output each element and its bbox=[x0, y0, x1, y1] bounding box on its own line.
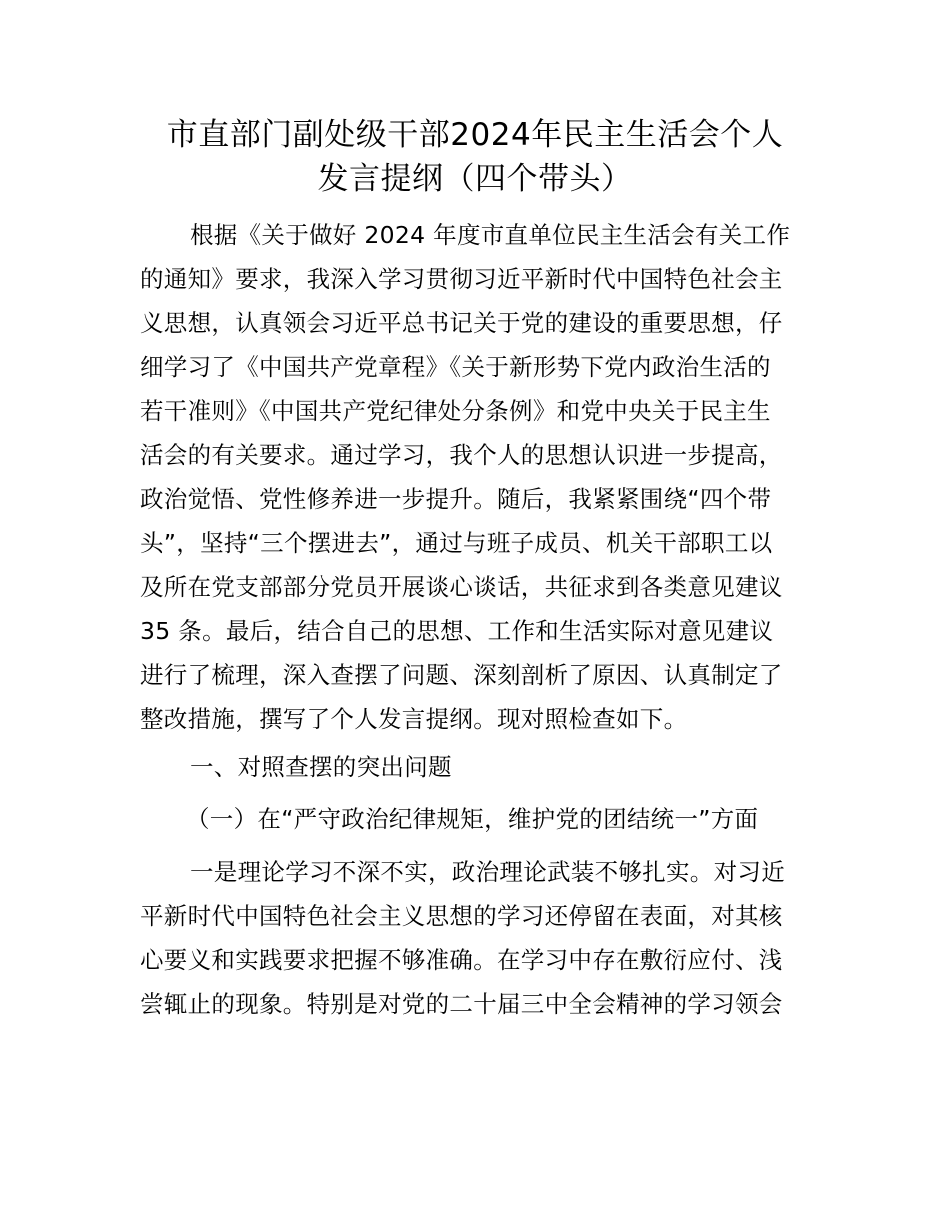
document-title-line-2: 发言提纲（四个带头） bbox=[317, 161, 633, 197]
paragraph1-line: 义思想，认真领会习近平总书记关于党的建设的重要思想，仔 bbox=[140, 309, 783, 337]
paragraph1-line: 整改措施，撰写了个人发言提纲。现对照检查如下。 bbox=[140, 705, 688, 733]
paragraph1-line: 根据《关于做好 2024 年度市直单位民主生活会有关工作 bbox=[190, 221, 791, 249]
subsection-heading: （一）在“严守政治纪律规矩，维护党的团结统一”方面 bbox=[186, 805, 759, 833]
paragraph1-line: 细学习了《中国共产党章程》《关于新形势下党内政治生活的 bbox=[140, 353, 771, 381]
paragraph1-line: 头”，坚持“三个摆进去”，通过与班子成员、机关干部职工以 bbox=[140, 529, 773, 557]
paragraph1-line: 及所在党支部部分党员开展谈心谈话，共征求到各类意见建议 bbox=[140, 573, 783, 601]
paragraph2-line: 一是理论学习不深不实，政治理论武装不够扎实。对习近 bbox=[190, 858, 785, 886]
paragraph2-line: 心要义和实践要求把握不够准确。在学习中存在敷衍应付、浅 bbox=[140, 946, 783, 974]
paragraph1-line: 的通知》要求，我深入学习贯彻习近平新时代中国特色社会主 bbox=[140, 265, 783, 293]
paragraph1-line: 35 条。最后，结合自己的思想、工作和生活实际对意见建议 bbox=[140, 617, 774, 645]
paragraph2-line: 平新时代中国特色社会主义思想的学习还停留在表面，对其核 bbox=[140, 902, 783, 930]
paragraph1-line: 活会的有关要求。通过学习，我个人的思想认识进一步提高， bbox=[140, 441, 783, 469]
section-heading: 一、对照查摆的突出问题 bbox=[190, 753, 452, 781]
paragraph2-line: 尝辄止的现象。特别是对党的二十届三中全会精神的学习领会 bbox=[140, 990, 783, 1018]
paragraph1-line: 若干准则》《中国共产党纪律处分条例》和党中央关于民主生 bbox=[140, 397, 771, 425]
paragraph1-line: 政治觉悟、党性修养进一步提升。随后，我紧紧围绕“四个带 bbox=[140, 485, 772, 513]
paragraph1-line: 进行了梳理，深入查摆了问题、深刻剖析了原因、认真制定了 bbox=[140, 661, 783, 689]
document-title-line-1: 市直部门副处级干部2024年民主生活会个人 bbox=[166, 117, 784, 153]
